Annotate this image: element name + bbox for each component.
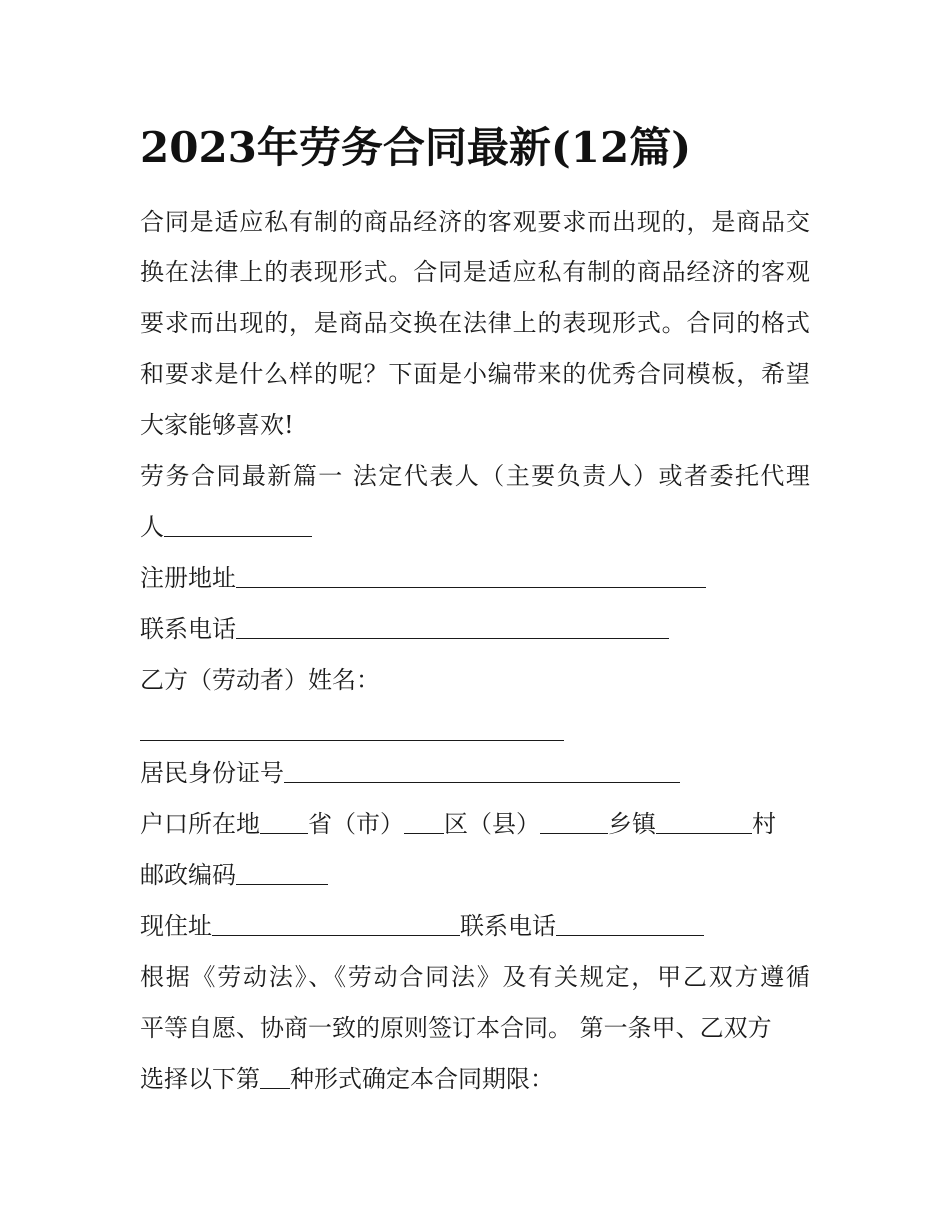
basis-line-2: 平等自愿、协商一致的原则签订本合同。 第一条甲、乙双方 (140, 1014, 772, 1042)
phone-line (140, 609, 669, 649)
id-label: 居民身份证号 (140, 759, 284, 787)
postcode-label: 邮政编码 (140, 861, 236, 889)
current-address-line (140, 906, 704, 946)
hukou-line (140, 804, 776, 844)
term-choice-blank (260, 1064, 290, 1089)
hukou-town-blank (540, 809, 608, 834)
hukou-province-blank (260, 809, 308, 834)
agent-blank (164, 512, 312, 537)
party-b-name-blank-line (140, 711, 564, 751)
hukou-province-label: 省（市） (308, 810, 404, 838)
address-label: 注册地址 (140, 564, 236, 592)
document-title: 2023年劳务合同最新(12篇) (140, 123, 692, 172)
party-b-name-line: 乙方（劳动者）姓名： (140, 666, 380, 694)
id-blank (284, 758, 680, 783)
hukou-district-label: 区（县） (444, 810, 540, 838)
term-line-after: 种形式确定本合同期限： (290, 1065, 554, 1093)
agent-label: 人 (140, 513, 164, 541)
hukou-district-blank (404, 809, 444, 834)
intro-line-5: 大家能够喜欢! (140, 411, 294, 439)
address-blank (236, 563, 706, 588)
current-address-blank (212, 911, 460, 936)
hukou-label: 户口所在地 (140, 810, 260, 838)
term-line-before: 选择以下第 (140, 1065, 260, 1093)
postcode-line (140, 855, 328, 895)
current-phone-blank (556, 911, 704, 936)
intro-line-2: 换在法律上的表现形式。合同是适应私有制的商品经济的客观 (140, 258, 810, 286)
current-phone-label: 联系电话 (460, 912, 556, 940)
current-address-label: 现住址 (140, 912, 212, 940)
hukou-village-blank (656, 809, 752, 834)
hukou-town-label: 乡镇 (608, 810, 656, 838)
address-line (140, 558, 706, 598)
id-line (140, 753, 680, 793)
intro-line-4: 和要求是什么样的呢？下面是小编带来的优秀合同模板，希望 (140, 360, 810, 388)
phone-blank (236, 614, 669, 639)
term-line (140, 1059, 554, 1099)
agent-line (140, 507, 312, 547)
intro-line-1: 合同是适应私有制的商品经济的客观要求而出现的，是商品交 (140, 208, 810, 236)
hukou-village-label: 村 (752, 810, 776, 838)
postcode-blank (236, 860, 328, 885)
section-heading: 劳务合同最新篇一 法定代表人（主要负责人）或者委托代理 (140, 462, 810, 490)
phone-label: 联系电话 (140, 615, 236, 643)
intro-line-3: 要求而出现的，是商品交换在法律上的表现形式。合同的格式 (140, 309, 810, 337)
party-b-name-blank (140, 716, 564, 741)
basis-line-1: 根据《劳动法》、《劳动合同法》及有关规定，甲乙双方遵循 (140, 963, 810, 991)
